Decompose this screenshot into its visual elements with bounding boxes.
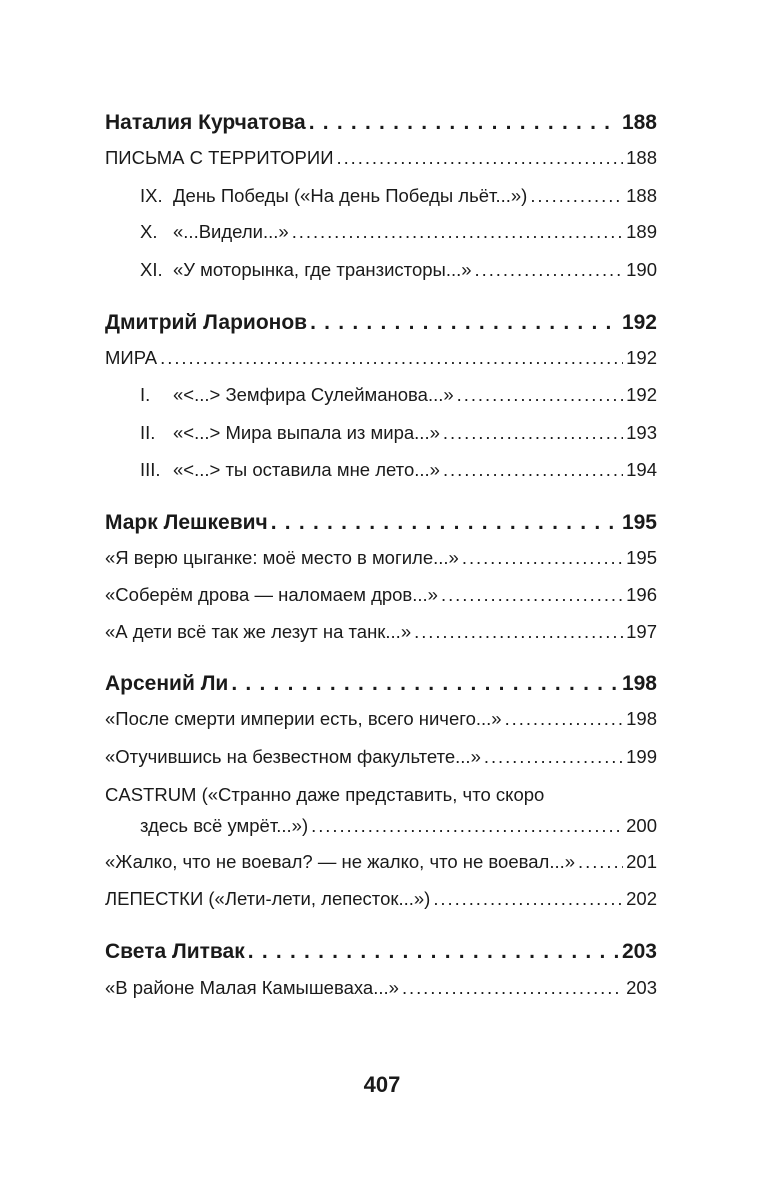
entry-title: ЛЕПЕСТКИ («Лети-лети, лепесток...»)	[105, 888, 431, 909]
page-ref: 194	[626, 459, 657, 480]
toc-entry-continuation	[140, 814, 657, 838]
entry-title: «<...> Мира выпала из мира...»	[173, 422, 440, 443]
page-ref: 188	[626, 147, 657, 168]
page-ref: 202	[626, 888, 657, 909]
entry-title: «...Видели...»	[173, 221, 289, 242]
page-ref: 201	[626, 851, 657, 872]
dot-leader	[310, 311, 619, 335]
roman-numeral: III.	[140, 459, 161, 480]
toc-entry	[140, 383, 657, 407]
page-ref: 189	[626, 221, 657, 242]
toc-entry	[140, 421, 657, 445]
page-ref: 192	[621, 311, 657, 334]
toc-entry	[140, 220, 657, 244]
page-ref: 188	[621, 111, 657, 134]
page-ref: 195	[621, 511, 657, 534]
roman-numeral: XI.	[140, 259, 163, 280]
toc-entry	[105, 620, 657, 644]
entry-title: «А дети всё так же лезут на танк...»	[105, 621, 412, 642]
dot-leader	[443, 458, 623, 482]
roman-numeral: II.	[140, 422, 156, 443]
author-name: Дмитрий Ларионов	[105, 311, 308, 334]
entry-title: «<...> ты оставила мне лето...»	[173, 459, 440, 480]
toc-entry	[105, 850, 657, 874]
dot-leader	[457, 383, 623, 407]
toc-entry	[140, 458, 657, 482]
page-ref: 198	[621, 672, 657, 695]
dot-leader	[578, 850, 623, 874]
author-name: Наталия Курчатова	[105, 111, 306, 134]
dot-leader	[311, 814, 623, 838]
entry-title: «Соберём дрова — наломаем дров...»	[105, 584, 438, 605]
page-ref: 196	[626, 584, 657, 605]
page-ref: 203	[621, 940, 657, 963]
dot-leader	[292, 220, 623, 244]
toc-group-entry	[105, 346, 657, 370]
author-name: Света Литвак	[105, 940, 245, 963]
dot-leader	[441, 583, 623, 607]
page-ref: 193	[626, 422, 657, 443]
roman-numeral: I.	[140, 384, 151, 405]
entry-title: «<...> Земфира Сулейманова...»	[173, 384, 454, 405]
page-number: 407	[363, 1072, 401, 1097]
entry-title: «Жалко, что не воевал? — не жалко, что не воевал...»	[105, 851, 576, 872]
dot-leader	[414, 620, 623, 644]
dot-leader	[337, 146, 624, 170]
dot-leader	[530, 184, 623, 208]
roman-numeral: IX.	[140, 185, 163, 206]
toc-entry	[105, 707, 657, 731]
entry-title: «После смерти империи есть, всего ничего...»	[105, 708, 502, 729]
toc-entry	[105, 976, 657, 1000]
toc-author-kurchatova	[105, 111, 657, 135]
dot-leader	[402, 976, 623, 1000]
toc-entry	[105, 546, 657, 570]
dot-leader	[443, 421, 623, 445]
page-ref: 190	[626, 259, 657, 280]
toc-author-li	[105, 672, 657, 696]
toc-entry	[140, 258, 657, 282]
dot-leader	[433, 887, 623, 911]
toc-entry	[140, 184, 657, 208]
author-name: Марк Лешкевич	[105, 511, 268, 534]
dot-leader	[248, 940, 619, 964]
toc-entry	[105, 583, 657, 607]
entry-title: «Отучившись на безвестном факультете...»	[105, 746, 481, 767]
page-ref: 195	[626, 547, 657, 568]
page-ref: 188	[626, 185, 657, 206]
author-name: Арсений Ли	[105, 672, 229, 695]
dot-leader	[271, 511, 619, 535]
group-title: ПИСЬМА С ТЕРРИТОРИИ	[105, 147, 334, 168]
page-ref: 198	[626, 708, 657, 729]
page-ref: 199	[626, 746, 657, 767]
toc-entry	[105, 745, 657, 769]
toc-entry	[105, 887, 657, 911]
toc-group-entry	[105, 146, 657, 170]
entry-title: «У моторынка, где транзисторы...»	[173, 259, 472, 280]
dot-leader	[462, 546, 623, 570]
entry-title: День Победы («На день Победы льёт...»)	[173, 185, 528, 206]
dot-leader	[484, 745, 623, 769]
page-ref: 192	[626, 384, 657, 405]
entry-title: «В районе Малая Камышеваха...»	[105, 977, 399, 998]
page-ref: 192	[626, 347, 657, 368]
dot-leader	[231, 672, 619, 696]
dot-leader	[475, 258, 624, 282]
roman-numeral: X.	[140, 221, 158, 242]
page-ref: 200	[626, 815, 657, 836]
entry-title: «Я верю цыганке: моё место в могиле...»	[105, 547, 459, 568]
dot-leader	[160, 346, 623, 370]
toc-author-larionov	[105, 311, 657, 335]
entry-title-continuation: здесь всё умрёт...»)	[140, 815, 309, 836]
dot-leader	[309, 111, 619, 135]
toc-author-litvak	[105, 940, 657, 964]
dot-leader	[505, 707, 624, 731]
toc-author-leshkevich	[105, 511, 657, 535]
entry-title: CASTRUM («Странно даже представить, что скоро	[105, 784, 545, 805]
group-title: МИРА	[105, 347, 158, 368]
page-ref: 197	[626, 621, 657, 642]
page-ref: 203	[626, 977, 657, 998]
